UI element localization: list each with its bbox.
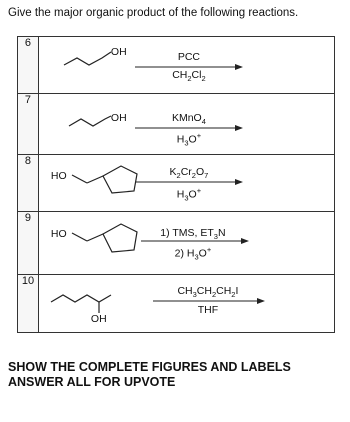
ho-label: HO — [50, 228, 67, 240]
oh-label: OH — [110, 46, 127, 58]
footer-line-1: SHOW THE COMPLETE FIGURES AND LABELS — [8, 360, 291, 374]
reaction-row-9 — [18, 212, 335, 275]
cyclopentane-ring — [103, 224, 137, 252]
reagent-bottom: 2) $H_3O^+$ — [174, 245, 212, 262]
structure-1-butanol — [39, 37, 337, 93]
structure-cyclopentylmethanol — [39, 155, 337, 211]
reaction-cell — [38, 94, 334, 155]
footer-instructions — [8, 360, 344, 390]
oh-label: OH — [110, 112, 127, 124]
reagent-top: $CH_3CH_2CH_2I$ — [177, 285, 239, 300]
reaction-row-10 — [18, 275, 335, 333]
row-number: 9 — [18, 212, 39, 275]
arrowhead — [257, 298, 265, 304]
structure-cyclopentylmethanol — [39, 212, 337, 274]
row-number: 10 — [18, 275, 39, 333]
question-prompt: Give the major organic product of the following reactions. — [8, 7, 299, 19]
reaction-cell — [38, 155, 334, 212]
reaction-cell — [38, 37, 334, 94]
reagent-top: $K_2Cr_2O_7$ — [169, 166, 209, 181]
reagent-bottom: THF — [197, 304, 219, 316]
row-number: 6 — [18, 37, 39, 94]
cyclopentane-ring — [103, 166, 137, 193]
ho-label: HO — [50, 170, 67, 182]
row-number: 7 — [18, 94, 39, 155]
reaction-row-6 — [18, 37, 335, 94]
reagent-bottom: $CH_2Cl_2$ — [172, 69, 206, 84]
footer-line-2: ANSWER ALL FOR UPVOTE — [8, 375, 176, 389]
arrowhead — [235, 125, 243, 131]
reagent-bottom: $H_3O^+$ — [176, 186, 202, 203]
reaction-cell — [38, 212, 334, 275]
oh-label: OH — [90, 313, 107, 325]
reagent-top: KMnO$_4$ — [171, 112, 206, 127]
arrowhead — [241, 238, 249, 244]
structure-2-pentanol — [39, 275, 337, 332]
reaction-table — [17, 36, 335, 333]
reagent-top: 1) TMS, $ET_3N$ — [160, 227, 226, 242]
reaction-row-8 — [18, 155, 335, 212]
arrowhead — [235, 64, 243, 70]
reagent-top: PCC — [177, 51, 201, 63]
reaction-cell — [38, 275, 334, 333]
row-number: 8 — [18, 155, 39, 212]
reaction-row-7 — [18, 94, 335, 155]
reagent-bottom: $H_3O^+$ — [176, 131, 202, 148]
arrowhead — [235, 179, 243, 185]
